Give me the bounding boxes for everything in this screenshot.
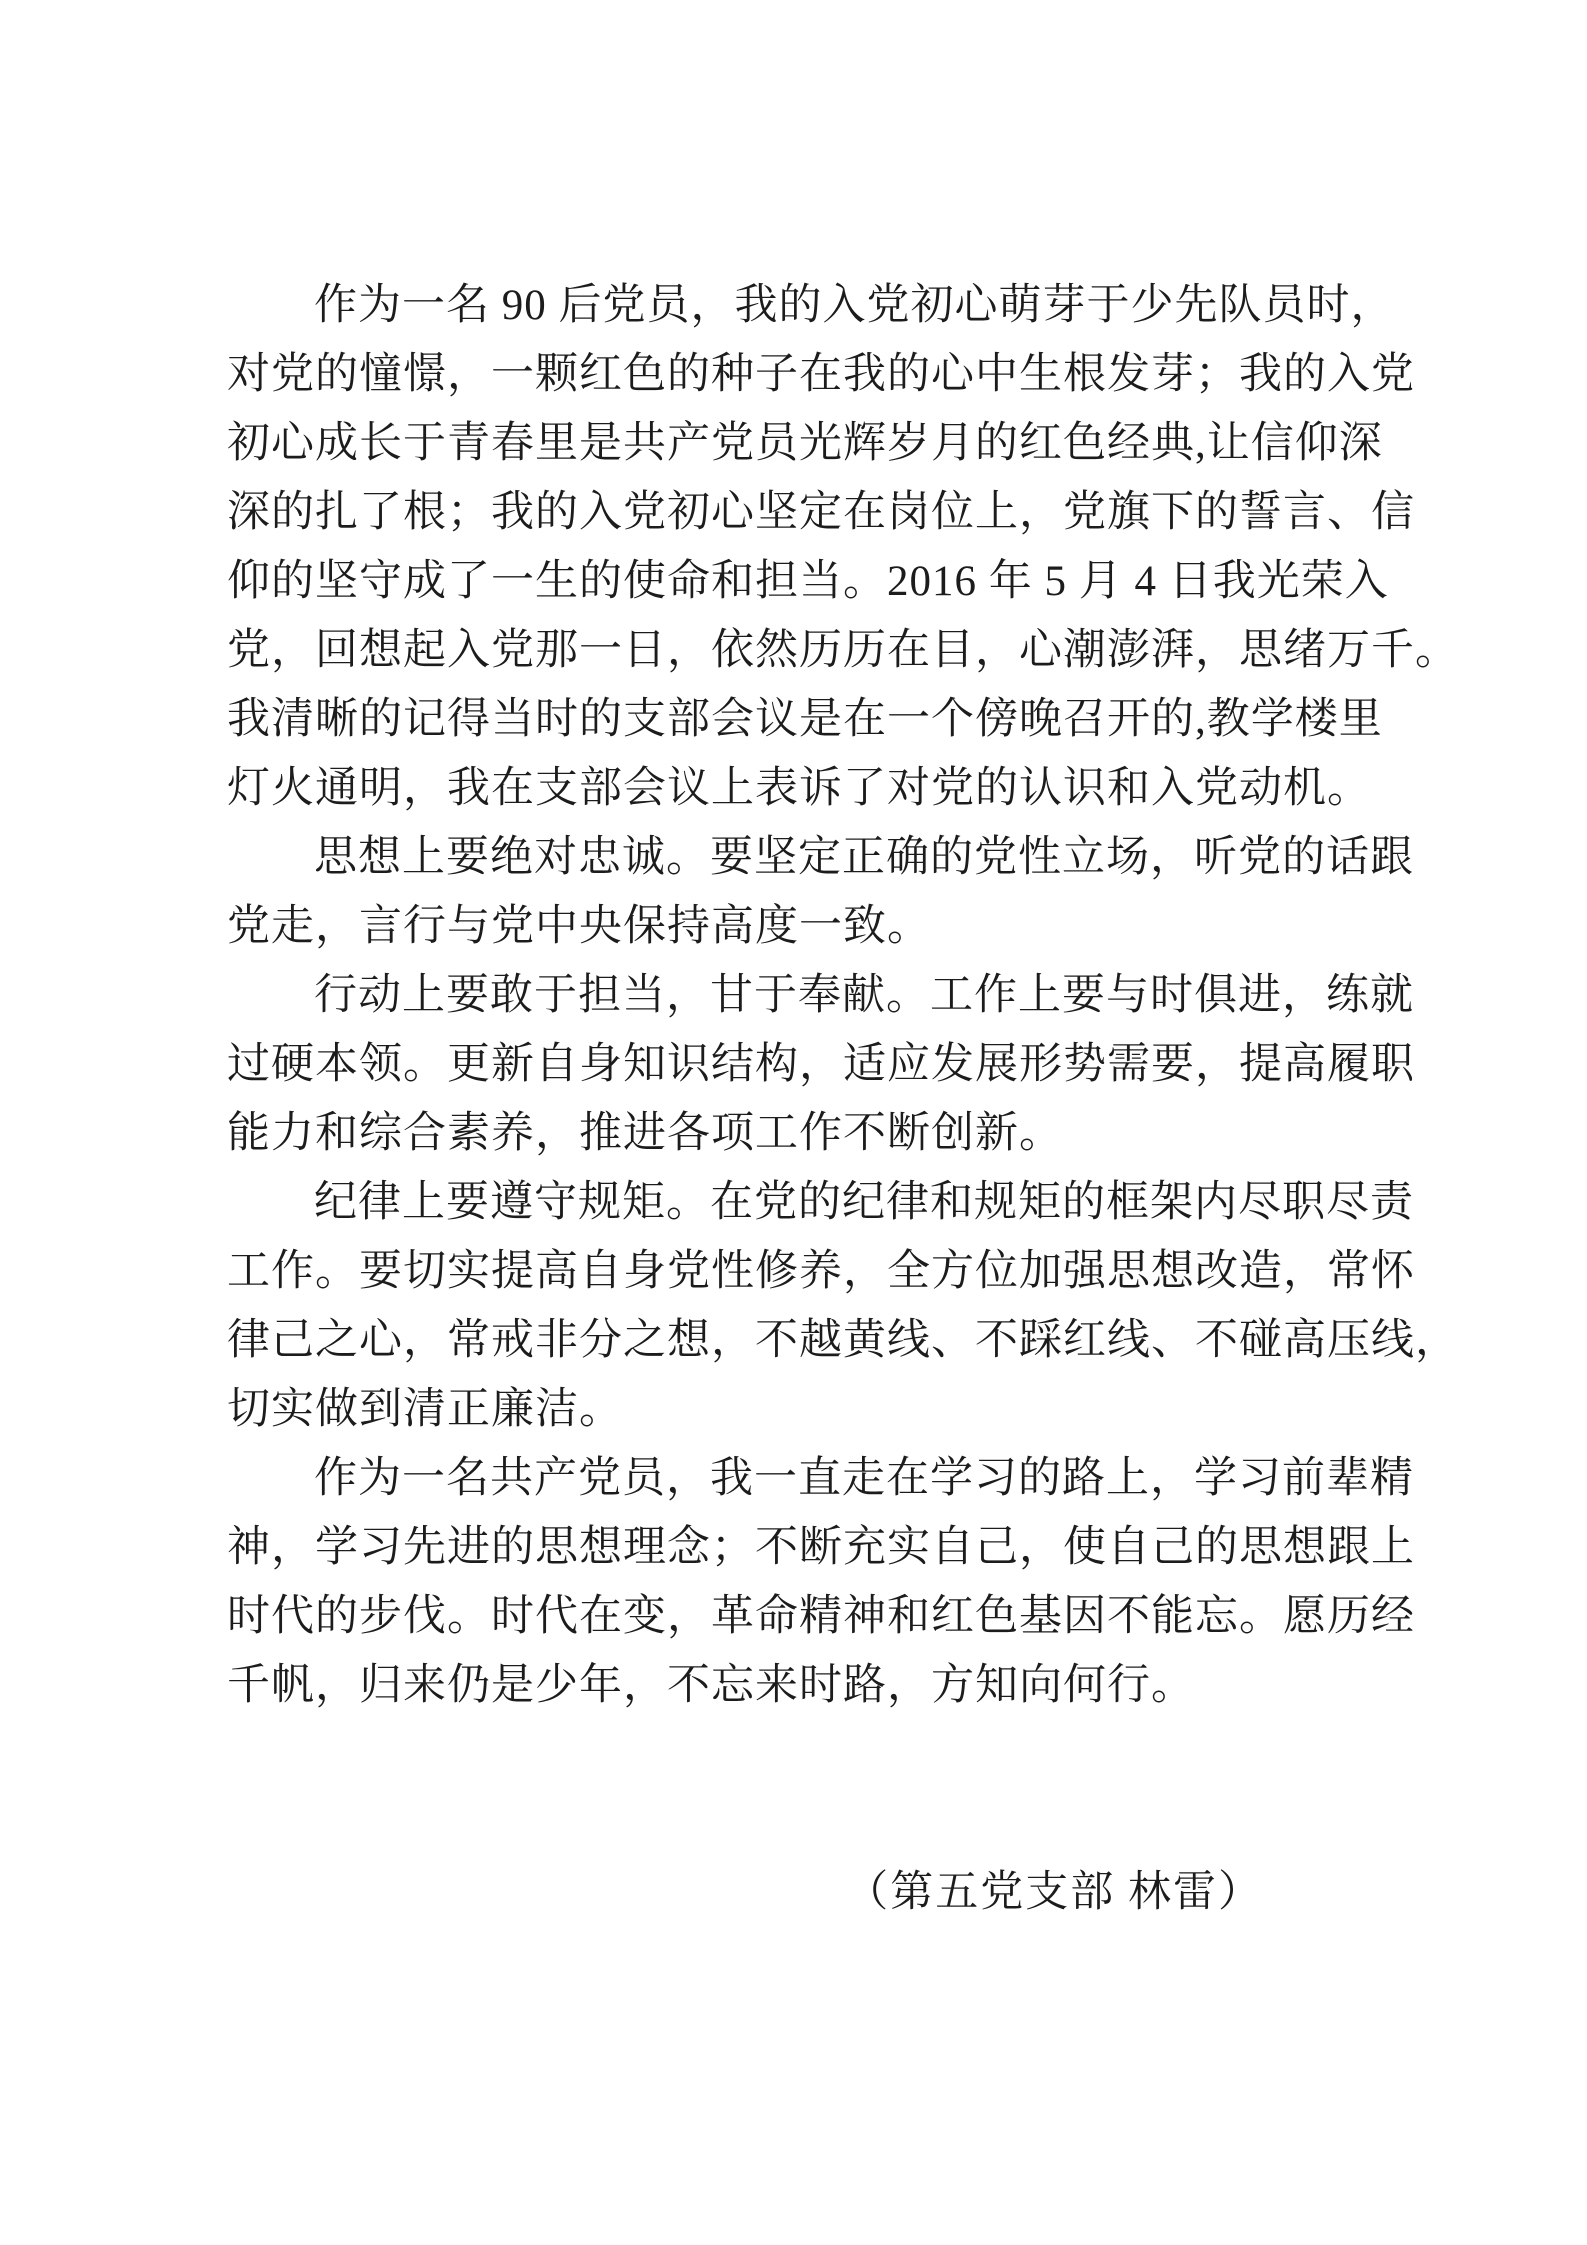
text-line: 律己之心，常戒非分之想，不越黄线、不踩红线、不碰高压线， (227, 1317, 1459, 1364)
document-body (227, 271, 1459, 1927)
text-line: 千帆，归来仍是少年，不忘来时路，方知向何行。 (227, 1662, 1195, 1709)
text-line: 党走，言行与党中央保持高度一致。 (227, 903, 931, 950)
text-line: 仰的坚守成了一生的使命和担当。2016 年 5 月 4 日我光荣入 (227, 558, 1389, 605)
text-line: 作为一名 90 后党员，我的入党初心萌芽于少先队员时， (314, 282, 1395, 329)
text-line: 工作。要切实提高自身党性修养，全方位加强思想改造，常怀 (227, 1248, 1415, 1295)
text-line: 初心成长于青春里是共产党员光辉岁月的红色经典,让信仰深 (227, 420, 1383, 467)
signature-line: （第五党支部 林雷） (845, 1869, 1263, 1916)
text-line: 能力和综合素养，推进各项工作不断创新。 (227, 1110, 1063, 1157)
text-line: 行动上要敢于担当，甘于奉献。工作上要与时俱进，练就 (314, 972, 1414, 1019)
text-line: 神，学习先进的思想理念；不断充实自己，使自己的思想跟上 (227, 1524, 1415, 1571)
text-line: 时代的步伐。时代在变，革命精神和红色基因不能忘。愿历经 (227, 1593, 1415, 1640)
text-line: 切实做到清正廉洁。 (227, 1386, 623, 1433)
text-line: 深的扎了根；我的入党初心坚定在岗位上，党旗下的誓言、信 (227, 489, 1415, 536)
text-line: 纪律上要遵守规矩。在党的纪律和规矩的框架内尽职尽责 (314, 1179, 1414, 1226)
text-line: 对党的憧憬，一颗红色的种子在我的心中生根发芽；我的入党 (227, 351, 1415, 398)
text-line: 我清晰的记得当时的支部会议是在一个傍晚召开的,教学楼里 (227, 696, 1383, 743)
text-line: 灯火通明，我在支部会议上表诉了对党的认识和入党动机。 (227, 765, 1371, 812)
text-line: 过硬本领。更新自身知识结构，适应发展形势需要，提高履职 (227, 1041, 1415, 1088)
text-line: 思想上要绝对忠诚。要坚定正确的党性立场，听党的话跟 (314, 834, 1414, 881)
text-line: 党，回想起入党那一日，依然历历在目，心潮澎湃，思绪万千。 (227, 627, 1459, 674)
text-line: 作为一名共产党员，我一直走在学习的路上，学习前辈精 (314, 1455, 1414, 1502)
